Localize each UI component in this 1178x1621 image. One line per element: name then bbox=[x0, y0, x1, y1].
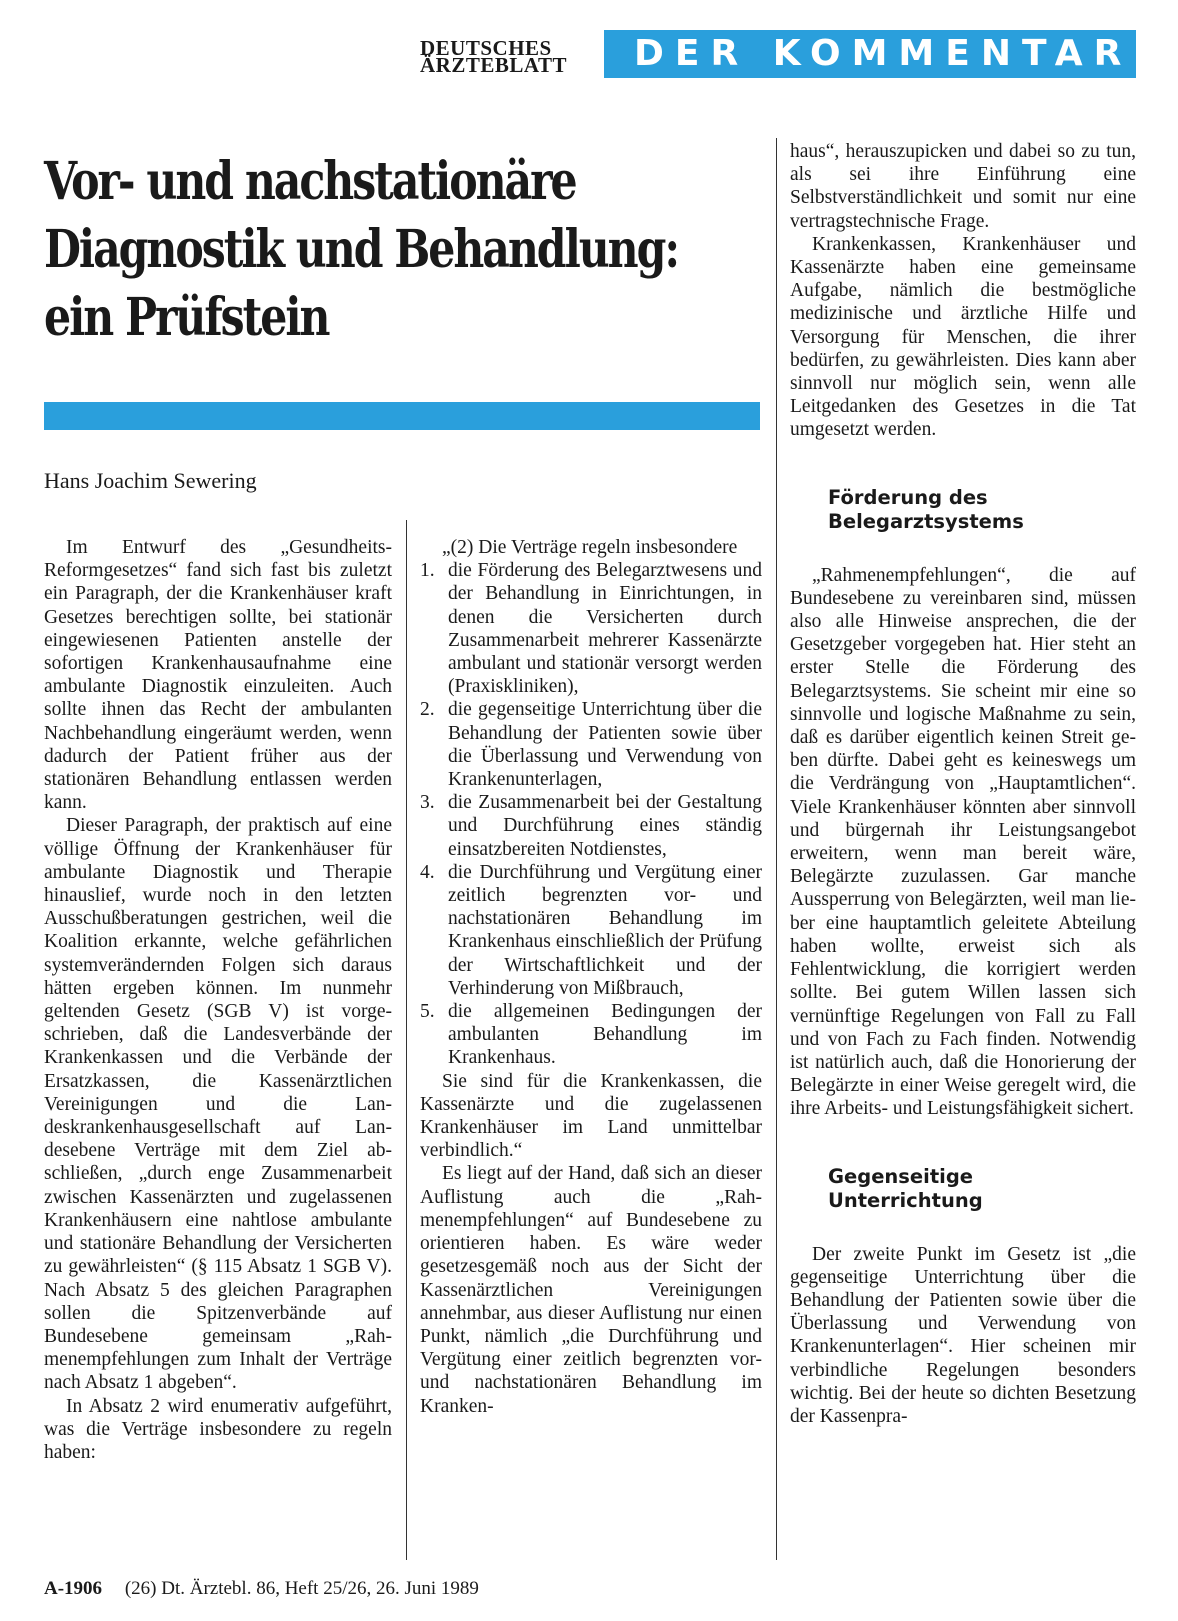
paragraph: haus“, herauszupicken und dabei so zu tun, als sei ihre Einführung eine Selbstverständlichkeit und somit nur eine vertragstechnische Frage. bbox=[790, 141, 1136, 232]
subhead-belegarzt: Förderung des Belegarztsystems bbox=[828, 485, 1024, 533]
masthead-line2: ÄRZTEBLATT bbox=[420, 53, 567, 77]
paragraph: Krankenkassen, Krankenhäuser und Kassenärzte haben eine gemeinsame Aufgabe, nämlich die bestmögliche medizinische und ärztliche Hilfe und Versorgung für Menschen, die ihrer bedürfen, zu gewährleisten. Dies kann aber sinnvoll nur möglich sein, wenn alle Leitgedanken des Gesetzes in die Tat umgesetzt werden. bbox=[790, 233, 1136, 441]
list-item: 2. die gegenseitige Unterrichtung über die Behandlung der Patienten sowie über die Überlassung und Verwendung von Krankenunterlagen, bbox=[420, 699, 762, 791]
title-line-3: ein Prüfstein bbox=[44, 287, 329, 348]
paragraph: Sie sind für die Krankenkassen, die Kassenärzte und die zugelassenen Krankenhäuser im Land unmittelbar verbindlich.“ bbox=[420, 1070, 762, 1162]
masthead-line1: DEUTSCHES bbox=[420, 36, 552, 60]
paragraph: Es liegt auf der Hand, daß sich an dieser Auflistung auch die „Rahmenempfehlungen“ auf Bundesebene zu orientieren haben. Es wäre weder gesetzesgemäß noch aus der Sicht der Kassenärztlichen Vereinigungen annehmbar, aus dieser Auflistung nur einen Punkt, nämlich „die Durchführung und Vergütung einer zeitlich begrenzten vor- und nachstationären Behandlung im Kranken- bbox=[420, 1163, 762, 1417]
list-item: 1. die Förderung des Belegarztwesens und der Behandlung in Einrichtungen, in denen die Versicherten durch Zusammenarbeit mehrerer Kassenärzte ambulant und stationär versorgt werden (Praxiskliniken), bbox=[420, 560, 762, 698]
column-3 bbox=[790, 140, 1136, 1428]
subhead-unterrichtung: Gegenseitige Unterrichtung bbox=[828, 1164, 983, 1212]
column-divider-2 bbox=[776, 138, 777, 1560]
page-number: A-1906 bbox=[44, 1578, 103, 1599]
list-item: 3. die Zusammenarbeit bei der Gestaltung und Durchführung eines ständig einsatzbereiten Notdienstes, bbox=[420, 792, 762, 860]
page-footer bbox=[44, 1578, 479, 1600]
paragraph: In Absatz 2 wird enumerativ aufgeführt, was die Verträge insbesondere zu regeln haben: bbox=[44, 1395, 392, 1463]
masthead-logo bbox=[420, 36, 567, 77]
accent-bar bbox=[44, 402, 760, 430]
list-item: 5. die allgemeinen Bedingungen der ambulanten Behandlung im Krankenhaus. bbox=[420, 1001, 762, 1069]
paragraph: Der zweite Punkt im Gesetz ist „die gegenseitige Unterrichtung über die Behandlung der Patienten sowie über die Überlassung und Verwendung von Krankenunterlagen“. Hier scheinen mir verbindliche Regelungen besonders wichtig. Bei der heute so dichten Besetzung der Kassenpra- bbox=[790, 1243, 1136, 1427]
author-name: Hans Joachim Sewering bbox=[44, 468, 257, 493]
article-title bbox=[44, 148, 679, 352]
list-intro: „(2) Die Verträge regeln insbesondere bbox=[442, 537, 738, 558]
title-line-1: Vor- und nachstationäre bbox=[44, 151, 576, 212]
paragraph: „Rahmenempfehlungen“, die auf Bundesebene zu vereinbaren sind, müssen also alle Hinweise ansprechen, die der Gesetzgeber vorgegeben hat. Hier steht an erster Stelle die Förderung des Belegarztsystems. Sie scheint mir eine so sinnvolle und logische Maßnahme zu sein, daß es darüber eigentlich keinen Streit geben dürfte. Dabei geht es keineswegs um die Verdrängung von „Hauptamtlichen“. Viele Krankenhäuser könnten aber sinnvoll und bürgernah ihr Leistungsangebot erweitern, wenn man bereit wäre, Belegärzte zuzulassen. Gar manche Aussperrung von Belegärzten, weil man lieber eine hauptamtlich geleitete Abteilung haben wollte, erweist sich als Fehlentwicklung, die korrigiert werden sollte. Bei gutem Willen lassen sich vernünftige Regelungen von Fall zu Fall und von Fach zu Fach finden. Notwendig ist natürlich auch, daß die Honorierung der Belegärzte in einer Weise geregelt wird, die ihre Arbeits- und Leistungsfähigkeit sichert. bbox=[790, 564, 1136, 1120]
title-line-2: Diagnostik und Behandlung: bbox=[44, 219, 679, 280]
enumerated-list bbox=[420, 559, 762, 1069]
paragraph: Dieser Paragraph, der praktisch auf eine völlige Öffnung der Krankenhäuser für ambulante Diagnostik und Therapie hinauslief, wurde noch in den letzten Ausschußberatungen gestrichen, weil die Koalition erkannte, welche gefährlichen systemverändernden Folgen sich daraus hätten ergeben können. Im nunmehr geltenden Gesetz (SGB V) ist vorgeschrieben, daß die Landesverbände der Krankenkassen und die Verbände der Ersatzkassen, die Kassenärztlichen Vereinigungen und die Landeskrankenhausgesellschaft auf Landesebene Verträge mit dem Ziel abschließen, „durch enge Zusammenarbeit zwischen Kassenärzten und zugelassenen Krankenhäusern eine nahtlose ambulante und stationäre Behandlung der Versicherten zu gewährleisten“ (§ 115 Absatz 1 SGB V). Nach Absatz 5 des gleichen Paragraphen sollen die Spitzenverbände auf Bundesebene gemeinsam „Rahmenempfehlungen zum Inhalt der Verträge nach Absatz 1 abgeben“. bbox=[44, 815, 392, 1394]
list-item: 4. die Durchführung und Vergütung einer zeitlich begrenzten vor- und nachstationären Behandlung im Krankenhaus einschließlich der Prüfung der Wirtschaftlichkeit und der Verhinderung von Mißbrauch, bbox=[420, 861, 762, 999]
column-2 bbox=[420, 536, 762, 1418]
column-divider-1 bbox=[406, 520, 407, 1560]
citation: (26) Dt. Ärztebl. 86, Heft 25/26, 26. Juni 1989 bbox=[124, 1578, 479, 1599]
paragraph: Im Entwurf des „Gesundheits-Reformgesetzes“ fand sich fast bis zuletzt ein Paragraph, der die Krankenhäuser kraft Gesetzes berechtigen sollte, bei stationär eingewiesenen Patienten anstelle der sofortigen Krankenhausaufnahme eine ambulante Diagnostik einzuleiten. Auch sollte ihnen das Recht der ambulanten Nachbehandlung eingeräumt werden, wenn dadurch der Patient früher aus der stationären Behandlung entlassen werden kann. bbox=[44, 537, 392, 814]
column-1 bbox=[44, 536, 392, 1464]
section-banner: DER KOMMENTAR bbox=[604, 30, 1136, 78]
